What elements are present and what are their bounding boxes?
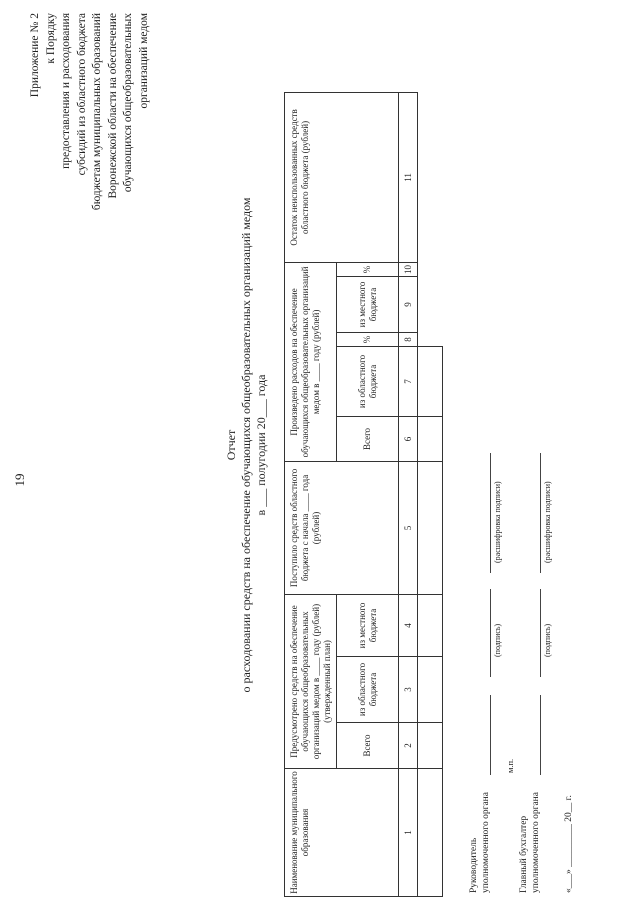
column-number: 2 [399, 723, 418, 769]
head-decoding-line [490, 453, 491, 573]
column-number: 1 [399, 769, 418, 897]
head-org-line [490, 695, 491, 775]
data-cell [418, 262, 443, 276]
head-label-1: Руководитель [469, 837, 479, 893]
data-row [418, 92, 443, 896]
header-remainder: Остаток неиспользованных средств областного бюджета (рублей) [285, 92, 399, 262]
accountant-label-1: Главный бухгалтер [519, 815, 529, 893]
report-table [284, 92, 443, 897]
column-number: 11 [399, 92, 418, 262]
header-spent-regional: из областного бюджета [337, 346, 399, 416]
data-cell [418, 92, 443, 262]
header-total: Всего [337, 723, 399, 769]
head-signature-caption: (подпись) [493, 623, 502, 657]
accountant-signature-line [540, 589, 541, 677]
column-numbers-row [399, 92, 418, 896]
data-cell [418, 276, 443, 332]
accountant-signature-caption: (подпись) [543, 623, 552, 657]
date-line: «___» _________ 20__ г. [564, 795, 574, 893]
appendix-line: Воронежской области на обеспечение [106, 13, 119, 199]
appendix-line: организаций медом [137, 13, 150, 109]
appendix-line: к Порядку [44, 13, 57, 64]
data-cell [418, 594, 443, 656]
report-heading [224, 125, 269, 765]
header-from-regional: из областного бюджета [337, 657, 399, 723]
accountant-label-2: уполномоченного органа [531, 792, 541, 893]
report-title: Отчет [224, 429, 238, 461]
data-cell [418, 416, 443, 461]
header-spent: Произведено расходов на обеспечение обучающихся общеобразовательных организаций медом в ____ году (рублей) [285, 262, 337, 461]
report-subtitle: о расходовании средств на обеспечение обучающихся общеобразовательных организаций медом [239, 197, 253, 693]
head-label-2: уполномоченного органа [481, 792, 491, 893]
appendix-line: обучающихся общеобразовательных [122, 13, 134, 193]
header-spent-local: из местного бюджета [337, 276, 399, 332]
head-decoding-caption: (расшифровка подписи) [493, 481, 502, 563]
column-number: 5 [399, 461, 418, 594]
accountant-decoding-caption: (расшифровка подписи) [543, 481, 552, 563]
header-percent-regional: % [337, 332, 399, 346]
header-total-spent: Всего [337, 416, 399, 461]
column-number: 7 [399, 346, 418, 416]
header-percent-local: % [337, 262, 399, 276]
appendix-line: бюджетам муниципальных образований [91, 13, 103, 211]
page-number: 19 [12, 473, 27, 487]
column-number: 6 [399, 416, 418, 461]
data-cell [418, 346, 443, 416]
report-period: в ___ полугодии 20___ года [254, 374, 268, 516]
column-number: 3 [399, 657, 418, 723]
data-cell [418, 332, 443, 346]
column-number: 9 [399, 276, 418, 332]
header-planned: Предусмотрено средств на обеспечение обучающихся общеобразовательных организаций медом в ____ году (рублей) (утвержденный план) [285, 594, 337, 768]
column-number: 4 [399, 594, 418, 656]
appendix-line: предоставления и расходования [60, 13, 72, 169]
appendix-line: Приложение № 2 [29, 13, 41, 98]
accountant-decoding-line [540, 453, 541, 573]
column-number: 10 [399, 262, 418, 276]
data-cell [418, 723, 443, 769]
header-from-local: из местного бюджета [337, 594, 399, 656]
appendix-note [28, 13, 152, 273]
head-signature-line [490, 589, 491, 677]
accountant-org-line [540, 695, 541, 775]
header-municipality: Наименование муниципального образования [285, 769, 399, 897]
data-cell [418, 657, 443, 723]
column-number: 8 [399, 332, 418, 346]
appendix-line: субсидий из областного бюджета [75, 13, 88, 176]
data-cell [418, 769, 443, 897]
header-received: Поступило средств областного бюджета с начала ____ года (рублей) [285, 461, 399, 594]
data-cell [418, 461, 443, 594]
seal-mark: м.п. [505, 758, 515, 773]
